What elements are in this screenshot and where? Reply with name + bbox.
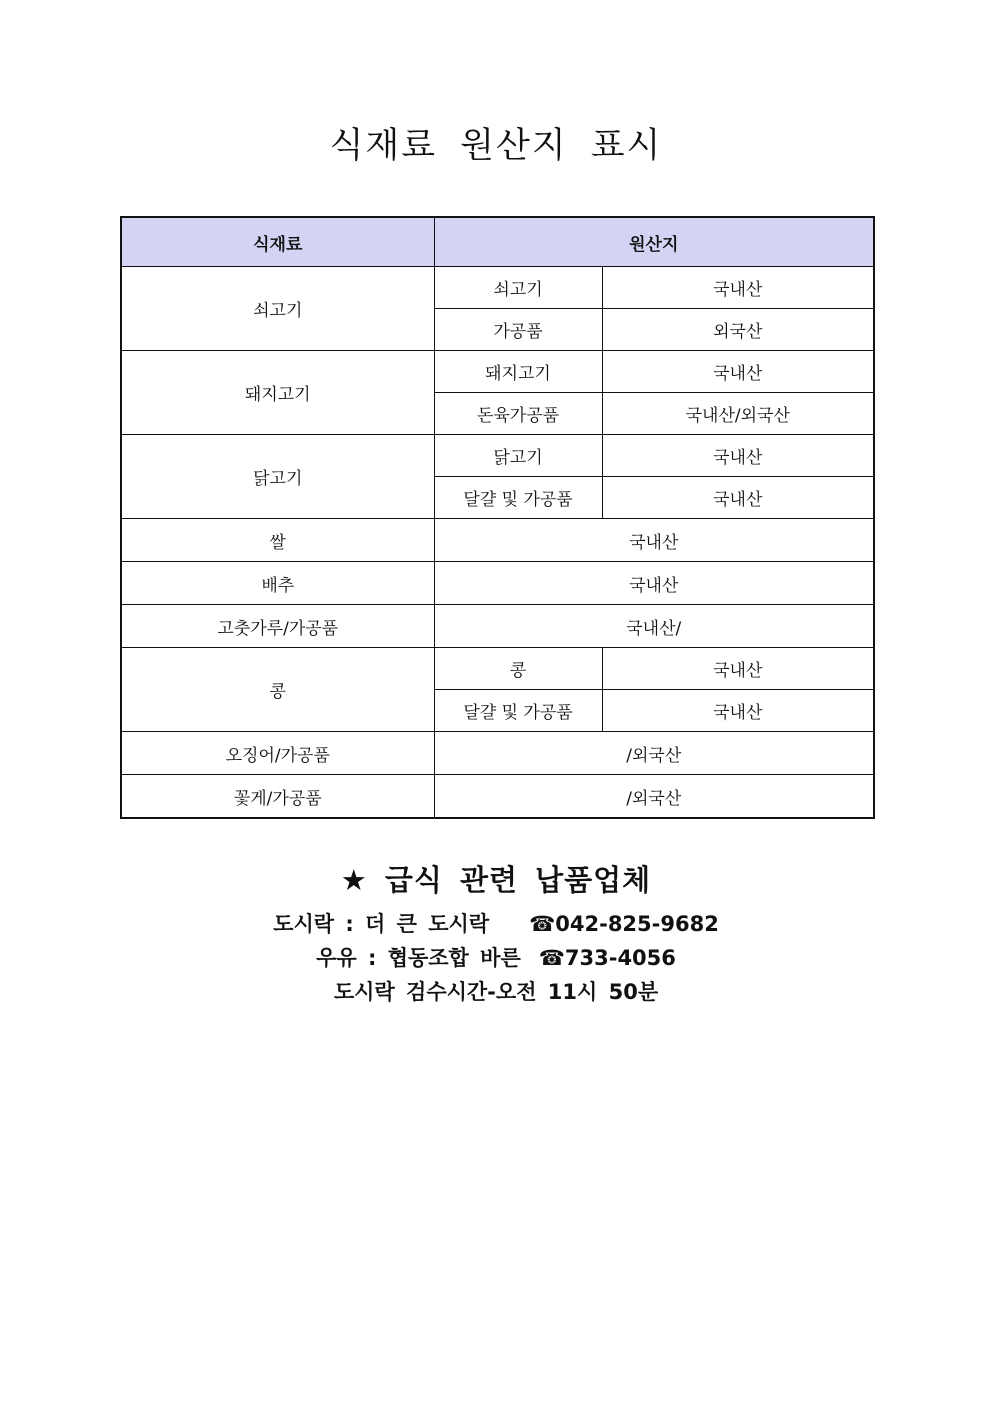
lunchbox-vendor-label: 도시락 : 더 큰 도시락 [273,912,490,936]
ingredient-cell: 콩 [121,648,434,732]
ingredient-cell: 돼지고기 [121,351,434,435]
origin-cell: 국내산 [602,435,874,477]
table-row [121,435,874,477]
lunchbox-vendor-phone: ☎042-825-9682 [529,912,719,936]
origin-cell: 국내산 [602,477,874,519]
ingredient-cell: 닭고기 [121,435,434,519]
table-row [121,267,874,309]
origin-cell: 국내산 [602,690,874,732]
ingredient-cell: 꽃게/가공품 [121,775,434,819]
ingredient-cell: 고춧가루/가공품 [121,605,434,648]
page-title: 식재료 원산지 표시 [329,126,663,166]
origin-table [120,216,875,819]
sub-item-cell: 쇠고기 [434,267,602,309]
sub-item-cell: 돼지고기 [434,351,602,393]
table-row [121,732,874,775]
origin-cell: 국내산 [602,267,874,309]
origin-cell: 국내산/외국산 [602,393,874,435]
table-row [121,562,874,605]
origin-cell: 외국산 [602,309,874,351]
table-header-row [121,217,874,267]
ingredient-cell: 배추 [121,562,434,605]
header-origin: 원산지 [434,217,874,267]
ingredient-cell: 오징어/가공품 [121,732,434,775]
sub-item-cell: 콩 [434,648,602,690]
sub-item-cell: 돈육가공품 [434,393,602,435]
milk-vendor-label: 우유 : 협동조합 바른 [316,946,521,970]
sub-item-cell: 달걀 및 가공품 [434,477,602,519]
table-row [121,519,874,562]
ingredient-cell: 쌀 [121,519,434,562]
table-row [121,605,874,648]
table-row [121,648,874,690]
sub-item-cell: 가공품 [434,309,602,351]
origin-cell: /외국산 [434,775,874,819]
origin-cell: 국내산/ [434,605,874,648]
origin-cell: 국내산 [434,519,874,562]
milk-vendor-phone: ☎733-4056 [538,946,676,970]
origin-cell: 국내산 [602,648,874,690]
sub-item-cell: 달걀 및 가공품 [434,690,602,732]
origin-cell: 국내산 [434,562,874,605]
vendor-heading: ★ 급식 관련 납품업체 [340,863,652,897]
table-row [121,775,874,819]
vendor-section [0,858,992,1009]
lunchbox-vendor-line [0,907,992,941]
origin-cell: /외국산 [434,732,874,775]
origin-cell: 국내산 [602,351,874,393]
sub-item-cell: 닭고기 [434,435,602,477]
inspection-time: 도시락 검수시간-오전 11시 50분 [333,980,659,1004]
header-ingredient: 식재료 [121,217,434,267]
ingredient-cell: 쇠고기 [121,267,434,351]
milk-vendor-line [0,941,992,975]
table-row [121,351,874,393]
